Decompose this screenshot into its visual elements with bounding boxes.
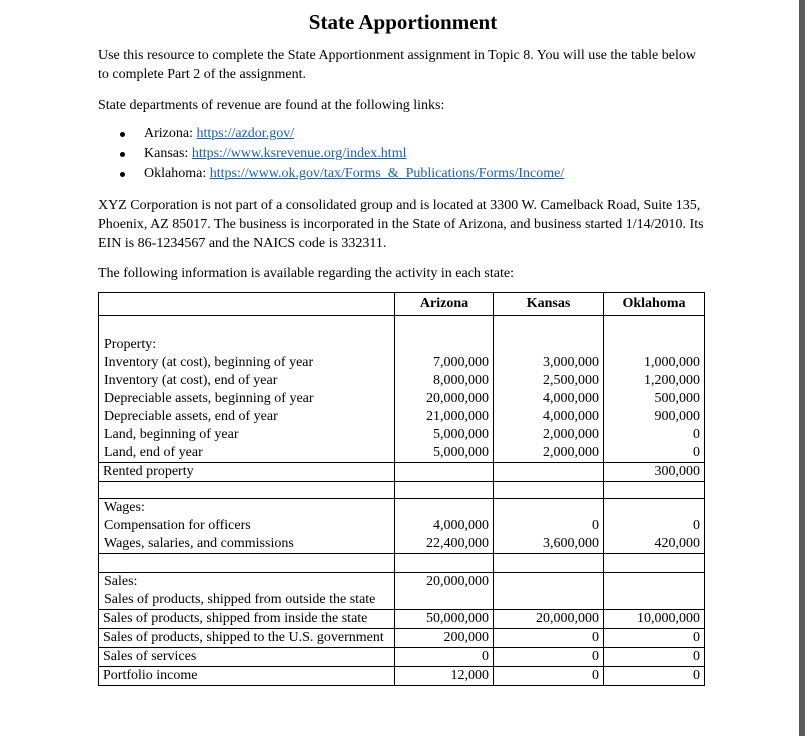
cell-value — [395, 463, 494, 482]
row-label: Depreciable assets, beginning of year — [104, 391, 314, 406]
section-heading: Property: — [104, 337, 157, 352]
cell-value: 20,000,000 — [494, 610, 604, 629]
list-item: Kansas: https://www.ksrevenue.org/index.html — [98, 144, 564, 164]
property-arizona — [395, 316, 494, 463]
table-header-row — [99, 293, 705, 316]
header-arizona: Arizona — [395, 293, 494, 316]
row-label: Land, end of year — [104, 445, 203, 460]
list-item: Oklahoma: https://www.ok.gov/tax/Forms_&_Publications/Forms/Income/ — [98, 164, 564, 184]
row-label: Sales of services — [99, 648, 395, 667]
intro-paragraph: Use this resource to complete the State Apportionment assignment in Topic 8. You will use the table below to complete Part 2 of the assignment. — [98, 48, 696, 82]
apportionment-table — [98, 292, 705, 686]
cell-value: 0 — [693, 427, 700, 442]
wages-section — [99, 499, 705, 554]
row-label: Land, beginning of year — [104, 427, 239, 442]
link-arizona[interactable]: https://azdor.gov/ — [196, 126, 295, 141]
header-oklahoma: Oklahoma — [604, 293, 705, 316]
page-edge — [799, 0, 805, 736]
table-row — [99, 629, 705, 648]
cell-value: 0 — [604, 667, 705, 686]
cell-value: 3,000,000 — [543, 355, 599, 370]
link-kansas[interactable]: https://www.ksrevenue.org/index.html — [191, 146, 407, 161]
property-oklahoma — [604, 316, 705, 463]
row-label: Inventory (at cost), beginning of year — [104, 355, 314, 370]
cell-value: 2,000,000 — [543, 427, 599, 442]
cell-value: 0 — [494, 667, 604, 686]
cell-value: 50,000,000 — [395, 610, 494, 629]
cell-value: 0 — [395, 648, 494, 667]
cell-value — [604, 573, 705, 610]
spacer-row — [99, 482, 705, 499]
cell-value: 2,500,000 — [543, 373, 599, 388]
cell-value — [494, 463, 604, 482]
list-item: Arizona: https://azdor.gov/ — [98, 124, 564, 144]
table-row — [99, 463, 705, 482]
links-intro: State departments of revenue are found at the following links: — [98, 98, 445, 113]
cell-value: 300,000 — [604, 463, 705, 482]
property-kansas — [494, 316, 604, 463]
cell-value: 0 — [604, 648, 705, 667]
section-heading: Sales: — [104, 574, 138, 589]
cell-value: 0 — [693, 445, 700, 460]
cell-value: 21,000,000 — [426, 409, 489, 424]
cell-value: 0 — [494, 629, 604, 648]
property-section — [99, 316, 705, 463]
row-label: Sales of products, shipped from inside the state — [99, 610, 395, 629]
spacer-row — [99, 554, 705, 573]
table-row — [99, 667, 705, 686]
cell-value: 5,000,000 — [433, 445, 489, 460]
cell-value: 2,000,000 — [543, 445, 599, 460]
cell-value: 200,000 — [395, 629, 494, 648]
wages-kansas — [494, 499, 604, 554]
links-list — [98, 124, 564, 184]
table-row — [99, 648, 705, 667]
cell-value: 10,000,000 — [604, 610, 705, 629]
row-label: Sales of products, shipped to the U.S. government — [99, 629, 395, 648]
cell-value — [494, 573, 604, 610]
cell-value: 500,000 — [654, 391, 700, 406]
cell-value: 0 — [592, 518, 599, 533]
cell-value: 1,000,000 — [644, 355, 700, 370]
row-label: Rented property — [99, 463, 395, 482]
cell-value: 4,000,000 — [543, 391, 599, 406]
cell-value: 5,000,000 — [433, 427, 489, 442]
table-row — [99, 610, 705, 629]
sales-section — [99, 573, 705, 610]
company-paragraph: XYZ Corporation is not part of a consolidated group and is located at 3300 W. Camelback Road, Suite 135, Phoenix, AZ 85017. The business is incorporated in the State of Arizona, and business started 1/14/2010. Its EIN is 86-1234567 and the NAICS code is 332311. — [98, 198, 704, 251]
cell-value: 0 — [693, 518, 700, 533]
wages-labels — [99, 499, 395, 554]
property-labels — [99, 316, 395, 463]
row-label: Wages, salaries, and commissions — [104, 536, 294, 551]
cell-value: 20,000,000 — [426, 391, 489, 406]
header-blank — [99, 293, 395, 316]
row-label: Compensation for officers — [104, 518, 251, 533]
cell-value: 20,000,000 — [395, 573, 494, 610]
wages-oklahoma — [604, 499, 705, 554]
row-label: Depreciable assets, end of year — [104, 409, 278, 424]
cell-value: 4,000,000 — [543, 409, 599, 424]
header-kansas: Kansas — [494, 293, 604, 316]
cell-value: 0 — [494, 648, 604, 667]
cell-value: 0 — [604, 629, 705, 648]
cell-value: 3,600,000 — [543, 536, 599, 551]
wages-arizona — [395, 499, 494, 554]
cell-value: 4,000,000 — [433, 518, 489, 533]
cell-value: 12,000 — [395, 667, 494, 686]
row-label: Sales of products, shipped from outside the state — [104, 592, 376, 607]
cell-value: 1,200,000 — [644, 373, 700, 388]
cell-value: 8,000,000 — [433, 373, 489, 388]
row-label: Portfolio income — [99, 667, 395, 686]
page-title: State Apportionment — [308, 10, 498, 34]
row-label: Inventory (at cost), end of year — [104, 373, 278, 388]
sales-labels — [99, 573, 395, 610]
cell-value: 900,000 — [654, 409, 700, 424]
cell-value: 420,000 — [654, 536, 700, 551]
link-oklahoma[interactable]: https://www.ok.gov/tax/Forms_&_Publications/Forms/Income/ — [209, 166, 565, 181]
table-intro: The following information is available regarding the activity in each state: — [98, 266, 514, 281]
cell-value: 22,400,000 — [426, 536, 489, 551]
cell-value: 7,000,000 — [433, 355, 489, 370]
section-heading: Wages: — [104, 500, 145, 515]
